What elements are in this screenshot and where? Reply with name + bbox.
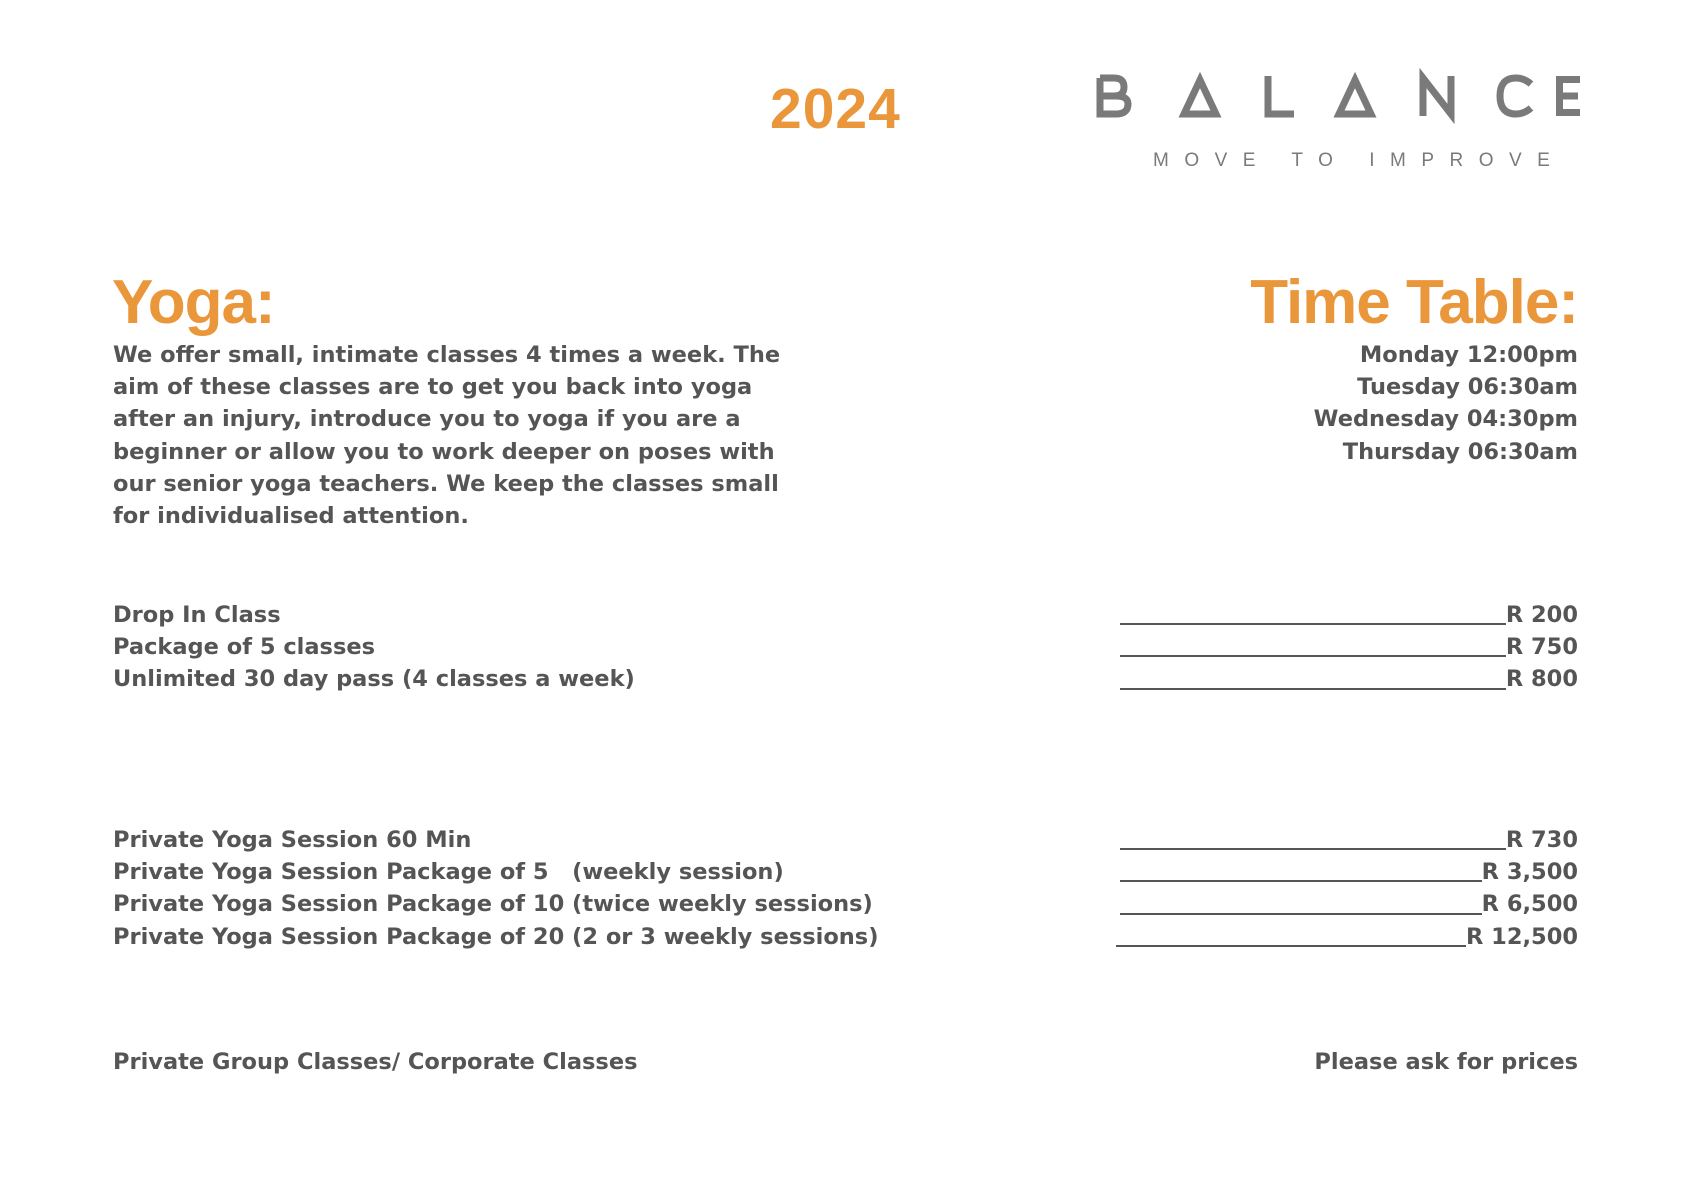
footer-label: Private Group Classes/ Corporate Classes: [113, 1049, 638, 1075]
price-row: [113, 631, 1578, 663]
price-row: [113, 888, 1578, 920]
leader-line: [1120, 623, 1506, 625]
balance-logo: [1090, 68, 1580, 178]
price-value: R 12,500: [1466, 923, 1578, 950]
leader-line: [1120, 880, 1482, 882]
price-value: R 3,500: [1481, 859, 1578, 886]
logo-wordmark: [1100, 76, 1531, 116]
price-row: [113, 921, 1578, 953]
price-label: Unlimited 30 day pass (4 classes a week): [113, 666, 635, 693]
price-row: [113, 663, 1578, 695]
price-row: [113, 599, 1578, 631]
price-value: R 750: [1505, 634, 1578, 661]
price-value: R 200: [1505, 601, 1578, 628]
price-label: Package of 5 classes: [113, 634, 375, 661]
price-label: Private Yoga Session Package of 10 (twice weekly sessions): [113, 891, 873, 918]
timetable-entry: Tuesday 06:30am: [1357, 374, 1578, 401]
price-value: R 800: [1505, 666, 1578, 693]
price-value: R 730: [1505, 826, 1578, 853]
price-label: Private Yoga Session Package of 5 (weekly session): [113, 859, 784, 886]
year-heading: 2024: [770, 77, 901, 141]
timetable-entry: Wednesday 04:30pm: [1313, 406, 1578, 433]
leader-line: [1120, 913, 1482, 915]
timetable-entry: Monday 12:00pm: [1359, 342, 1578, 368]
private-price-list: [113, 824, 1578, 953]
footer-row: [113, 1046, 1578, 1078]
price-row: [113, 856, 1578, 888]
yoga-title: Yoga:: [112, 268, 275, 337]
timetable-entry: Thursday 06:30am: [1342, 438, 1578, 465]
price-value: R 6,500: [1481, 891, 1578, 918]
price-label: Private Yoga Session Package of 20 (2 or 3 weekly sessions): [113, 923, 879, 950]
timetable-list: [1314, 339, 1578, 468]
leader-line: [1120, 688, 1506, 690]
logo-tagline: MOVE TO IMPROVE: [1153, 150, 1566, 171]
leader-line: [1120, 655, 1506, 657]
leader-line: [1116, 945, 1466, 947]
price-label: Private Yoga Session 60 Min: [113, 827, 472, 853]
footer-note: Please ask for prices: [1314, 1049, 1578, 1075]
logo-e: [1556, 76, 1580, 116]
price-label: Drop In Class: [113, 602, 281, 628]
class-price-list: [113, 599, 1578, 696]
price-row: [113, 824, 1578, 856]
yoga-description: We offer small, intimate classes 4 times a week. The aim of these classes are to get you back into yoga after an injury, introduce you to yoga if you are a beginner or allow you to work deeper on poses with our senior yoga teachers. We keep the classes small for individualised attention.: [113, 342, 781, 530]
timetable-title: Time Table:: [1250, 268, 1578, 337]
leader-line: [1120, 848, 1506, 850]
